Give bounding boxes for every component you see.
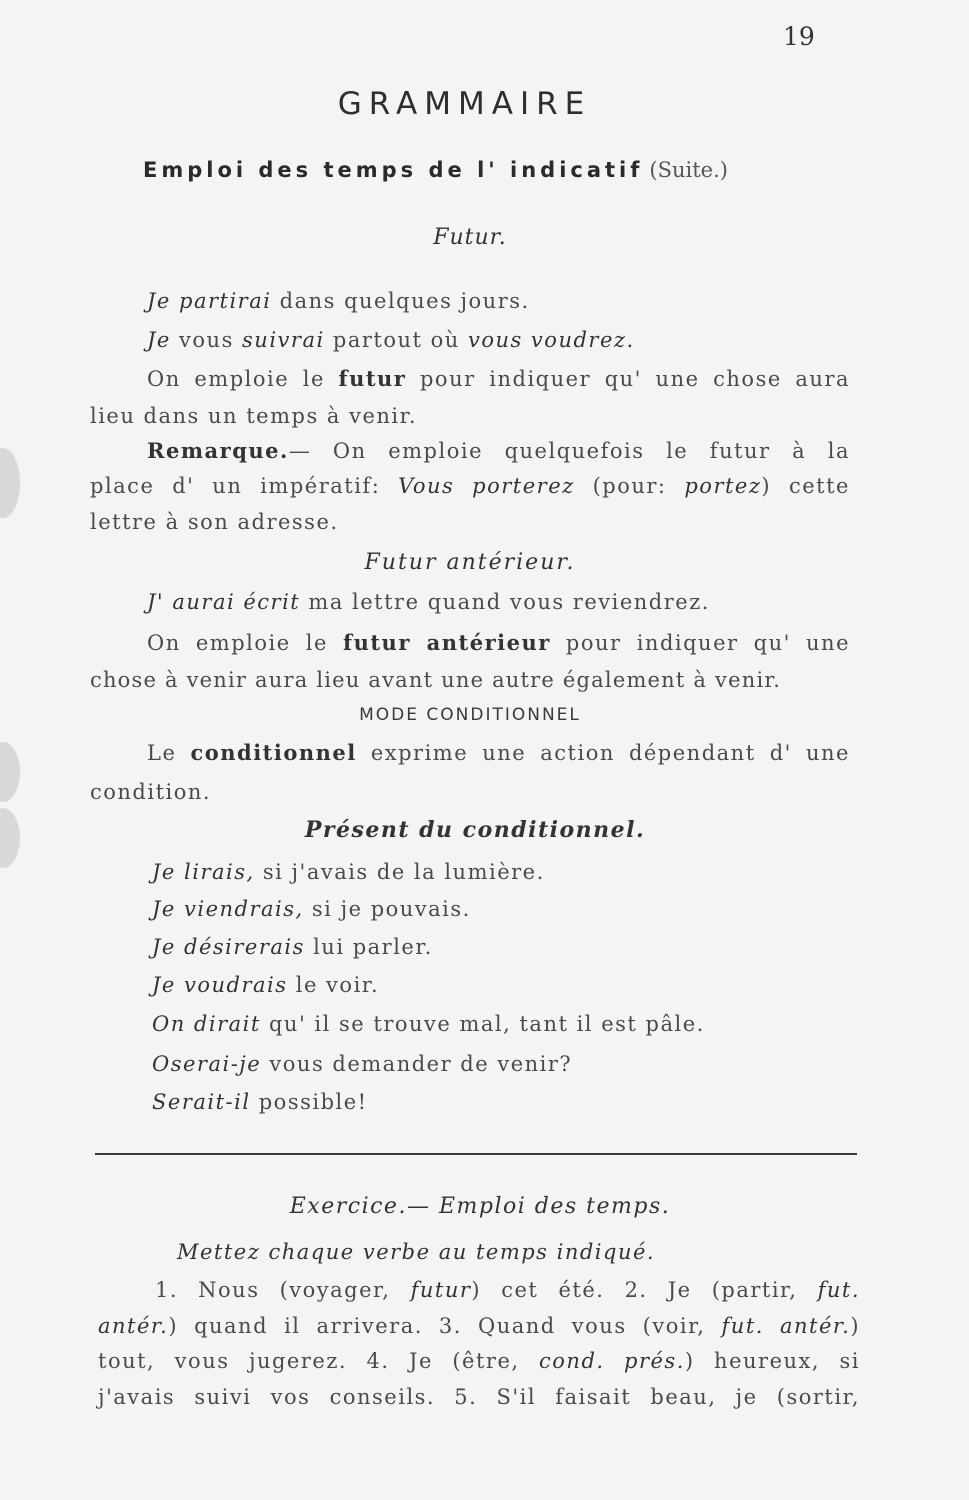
conditionnel-example-1: Je lirais, si j'avais de la lumière. (152, 860, 545, 884)
subtitle-main: Emploi des temps de l' indicatif (143, 158, 644, 182)
conditionnel-example-5: On dirait qu' il se trouve mal, tant il est pâle. (152, 1012, 705, 1036)
conditionnel-definition-line-2: condition. (90, 780, 212, 804)
futur-anterieur-rule-line-1: On emploie le futur antérieur pour indiquer qu' une (147, 630, 850, 655)
page-edge-mark (0, 448, 20, 518)
futur-rule-line-1: On emploie le futur pour indiquer qu' une chose aura (147, 366, 851, 391)
futur-anterieur-rule-line-2: chose à venir aura lieu avant une autre également à venir. (90, 668, 782, 692)
conditionnel-definition-line-1: Le conditionnel exprime une action dépendant d' une (147, 740, 850, 765)
futur-anterieur-heading: Futur antérieur. (364, 550, 576, 575)
futur-remark-line-2: place d' un impératif: Vous porterez (pour: portez) cette (90, 474, 850, 498)
page-number: 19 (783, 22, 815, 51)
subtitle-suite: (Suite.) (649, 158, 728, 182)
exercice-line-2: antér.) quand il arrivera. 3. Quand vous (voir, fut. antér.) (98, 1314, 861, 1338)
present-conditionnel-heading: Présent du conditionnel. (304, 817, 646, 843)
futur-anterieur-example: J' aurai écrit ma lettre quand vous reviendrez. (147, 590, 710, 614)
exercice-heading: Exercice.— Emploi des temps. (289, 1194, 671, 1219)
section-subtitle (143, 158, 728, 182)
conditionnel-example-3: Je désirerais lui parler. (152, 935, 433, 959)
exercice-line-1: 1. Nous (voyager, futur) cet été. 2. Je (partir, fut. (155, 1278, 860, 1302)
exercice-line-3: tout, vous jugerez. 4. Je (être, cond. prés.) heureux, si (98, 1349, 860, 1373)
section-divider (95, 1153, 857, 1155)
exercice-line-4: j'avais suivi vos conseils. 5. S'il faisait beau, je (sortir, (98, 1385, 860, 1409)
futur-example-1: Je partirai dans quelques jours. (147, 289, 530, 313)
page-title: GRAMMAIRE (337, 86, 592, 122)
futur-remark-line-3: lettre à son adresse. (90, 510, 339, 534)
futur-heading: Futur. (433, 225, 507, 250)
exercice-instruction: Mettez chaque verbe au temps indiqué. (177, 1240, 656, 1264)
page-edge-mark (0, 742, 20, 802)
futur-remark-line-1: Remarque.— On emploie quelquefois le futur à la (147, 438, 850, 463)
conditionnel-example-2: Je viendrais, si je pouvais. (152, 897, 471, 921)
conditionnel-example-6: Oserai-je vous demander de venir? (152, 1052, 573, 1076)
conditionnel-example-7: Serait-il possible! (152, 1090, 368, 1114)
mode-conditionnel-heading: MODE CONDITIONNEL (359, 705, 581, 725)
futur-example-2: Je vous suivrai partout où vous voudrez. (147, 328, 635, 352)
futur-rule-line-2: lieu dans un temps à venir. (90, 404, 418, 428)
conditionnel-example-4: Je voudrais le voir. (152, 973, 380, 997)
